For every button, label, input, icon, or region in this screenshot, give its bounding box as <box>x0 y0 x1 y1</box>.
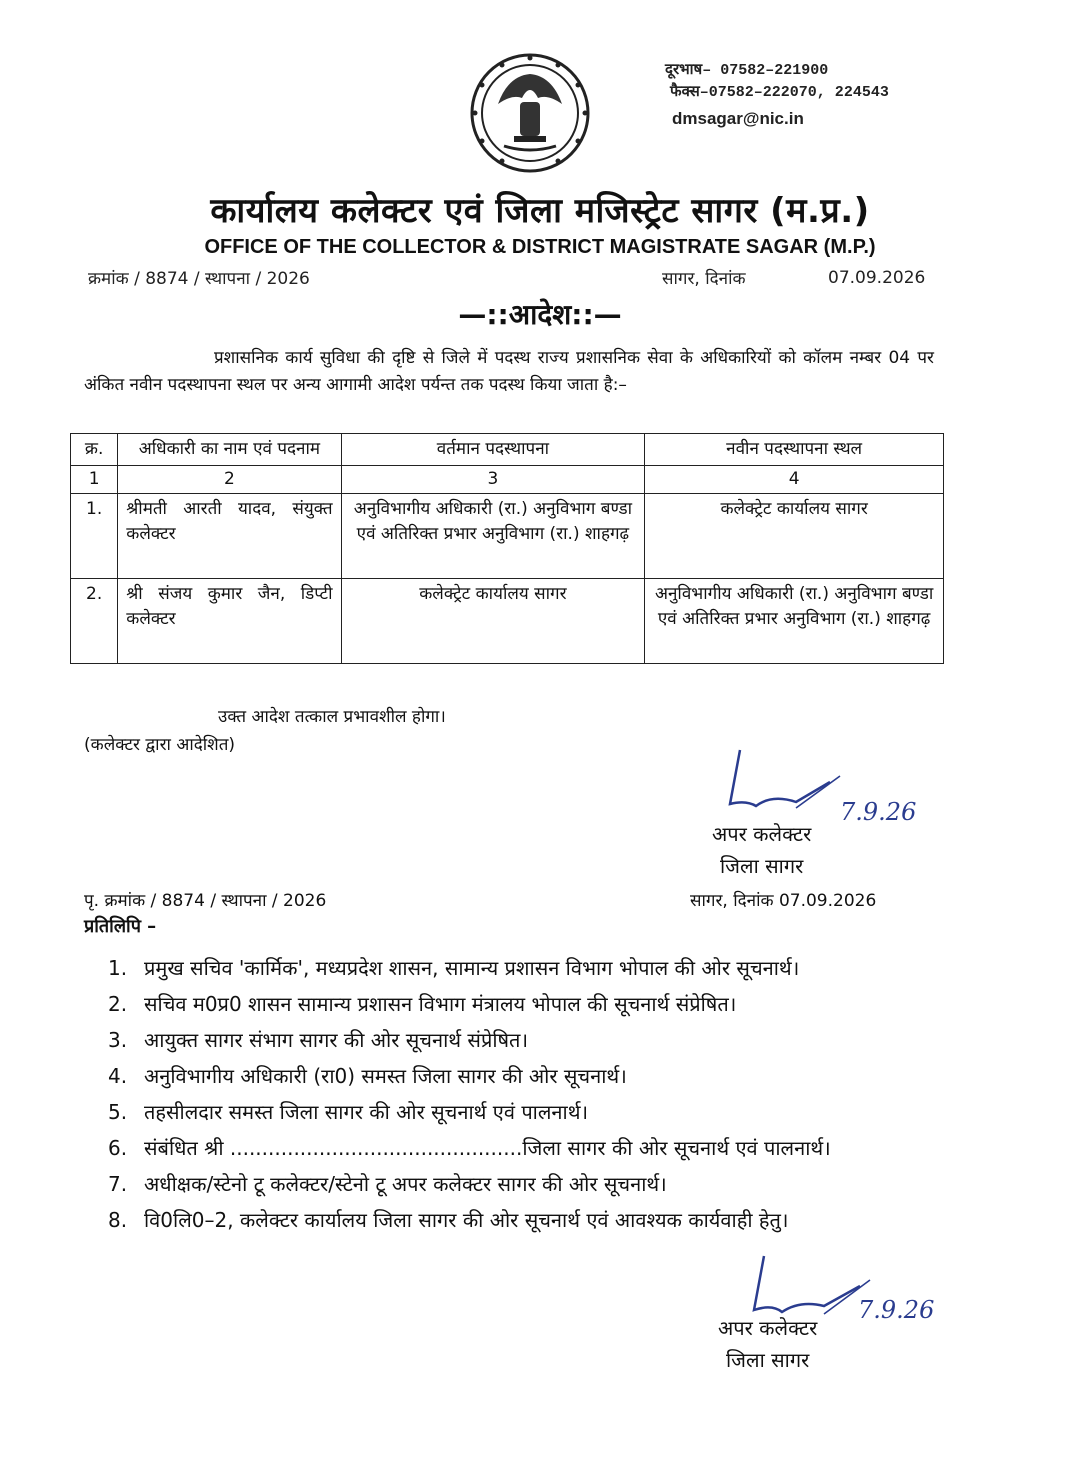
col-header-current-posting: वर्तमान पदस्थापना <box>341 434 645 466</box>
list-item-number: 3. <box>108 1028 128 1052</box>
signature-date: 7.9.26 <box>858 1296 935 1324</box>
order-ref-number: क्रमांक / 8874 / स्थापना / 2026 <box>88 269 310 289</box>
list-item-text: तहसीलदार समस्त जिला सागर की ओर सूचनार्थ एवं पालनार्थ। <box>144 1100 589 1124</box>
list-item-text: अनुविभागीय अधिकारी (रा0) समस्त जिला सागर की ओर सूचनार्थ। <box>144 1064 627 1088</box>
list-item-number: 5. <box>108 1100 128 1124</box>
row-officer-name: श्री संजय कुमार जैन, डिप्टी कलेक्टर <box>118 579 341 664</box>
list-item <box>108 1022 938 1058</box>
list-item-text: संबंधित श्री ..............................................जिला सागर की ओर सूचनार्थ एवं पालनार्थ। <box>144 1136 831 1160</box>
row-current-posting: अनुविभागीय अधिकारी (रा.) अनुविभाग बण्डा एवं अतिरिक्त प्रभार अनुविभाग (रा.) शाहगढ़ <box>341 494 645 579</box>
list-item-text: प्रमुख सचिव 'कार्मिक', मध्यप्रदेश शासन, सामान्य प्रशासन विभाग भोपाल की ओर सूचनार्थ। <box>144 956 800 980</box>
signature-date: 7.9.26 <box>840 798 917 826</box>
signatory-place: जिला सागर <box>726 1348 810 1372</box>
list-item <box>108 986 938 1022</box>
posting-table <box>70 433 944 664</box>
list-item-number: 7. <box>108 1172 128 1196</box>
list-item <box>108 950 938 986</box>
list-item-number: 4. <box>108 1064 128 1088</box>
col-number: 4 <box>645 466 944 494</box>
signatory-place: जिला सागर <box>720 854 804 878</box>
fax-number: फैक्स–07582–222070, 224543 <box>670 84 889 101</box>
row-current-posting: कलेक्ट्रेट कार्यालय सागर <box>341 579 645 664</box>
row-new-posting: अनुविभागीय अधिकारी (रा.) अनुविभाग बण्डा एवं अतिरिक्त प्रभार अनुविभाग (रा.) शाहगढ़ <box>645 579 944 664</box>
copy-heading: प्रतिलिपि – <box>84 916 157 937</box>
list-item-text: आयुक्त सागर संभाग सागर की ओर सूचनार्थ संप्रेषित। <box>144 1028 529 1052</box>
effect-statement: उक्त आदेश तत्काल प्रभावशील होगा। <box>218 707 446 727</box>
list-item-text: अधीक्षक/स्टेनो टू कलेक्टर/स्टेनो टू अपर कलेक्टर सागर की ओर सूचनार्थ। <box>144 1172 667 1196</box>
col-number: 1 <box>71 466 118 494</box>
col-header-officer: अधिकारी का नाम एवं पदनाम <box>118 434 341 466</box>
signature-mark <box>700 742 860 822</box>
col-header-new-posting: नवीन पदस्थापना स्थल <box>645 434 944 466</box>
list-item-text: वि0लि0–2, कलेक्टर कार्यालय जिला सागर की ओर सूचनार्थ एवं आवश्यक कार्यवाही हेतु। <box>144 1208 789 1232</box>
copy-place-date: सागर, दिनांक 07.09.2026 <box>690 891 877 911</box>
table-header-row <box>71 434 944 466</box>
place-date-label: सागर, दिनांक <box>662 269 746 289</box>
col-header-sr: क्र. <box>71 434 118 466</box>
signatory-title: अपर कलेक्टर <box>718 1316 818 1340</box>
list-item-text: सचिव म0प्र0 शासन सामान्य प्रशासन विभाग मंत्रालय भोपाल की सूचनार्थ संप्रेषित। <box>144 992 737 1016</box>
table-column-number-row <box>71 466 944 494</box>
list-item <box>108 1166 938 1202</box>
copy-ref-number: पृ. क्रमांक / 8874 / स्थापना / 2026 <box>84 891 327 911</box>
government-seal-icon <box>468 52 592 174</box>
office-title-english: OFFICE OF THE COLLECTOR & DISTRICT MAGISTRATE SAGAR (M.P.) <box>204 236 876 258</box>
row-officer-name: श्रीमती आरती यादव, संयुक्त कलेक्टर <box>118 494 341 579</box>
email-address: dmsagar@nic.in <box>672 109 804 128</box>
order-date: 07.09.2026 <box>828 268 926 288</box>
list-item <box>108 1058 938 1094</box>
table-row <box>71 494 944 579</box>
table-row <box>71 579 944 664</box>
list-item <box>108 1202 938 1238</box>
order-intro-paragraph <box>84 345 934 399</box>
list-item-number: 8. <box>108 1208 128 1232</box>
office-title-hindi: कार्यालय कलेक्टर एवं जिला मजिस्ट्रेट सागर (म.प्र.) <box>210 191 870 231</box>
order-intro-text: प्रशासनिक कार्य सुविधा की दृष्टि से जिले में पदस्थ राज्य प्रशासनिक सेवा के अधिकारियों को कॉलम नम्बर 04 पर अंकित नवीन पदस्थापना स्थल पर अन्य आगामी आदेश पर्यन्त तक पदस्थ किया जाता है:– <box>84 348 934 395</box>
copy-recipients-list <box>108 950 938 1238</box>
signatory-title: अपर कलेक्टर <box>712 822 812 846</box>
list-item <box>108 1094 938 1130</box>
col-number: 2 <box>118 466 341 494</box>
row-sr: 1. <box>71 494 118 579</box>
row-sr: 2. <box>71 579 118 664</box>
row-new-posting: कलेक्ट्रेट कार्यालय सागर <box>645 494 944 579</box>
list-item-number: 1. <box>108 956 128 980</box>
list-item-number: 6. <box>108 1136 128 1160</box>
phone-number: दूरभाष– 07582–221900 <box>665 62 829 79</box>
order-heading: —::आदेश::— <box>458 298 622 331</box>
list-item <box>108 1130 938 1166</box>
by-order-note: (कलेक्टर द्वारा आदेशित) <box>84 735 236 755</box>
list-item-number: 2. <box>108 992 128 1016</box>
col-number: 3 <box>341 466 645 494</box>
